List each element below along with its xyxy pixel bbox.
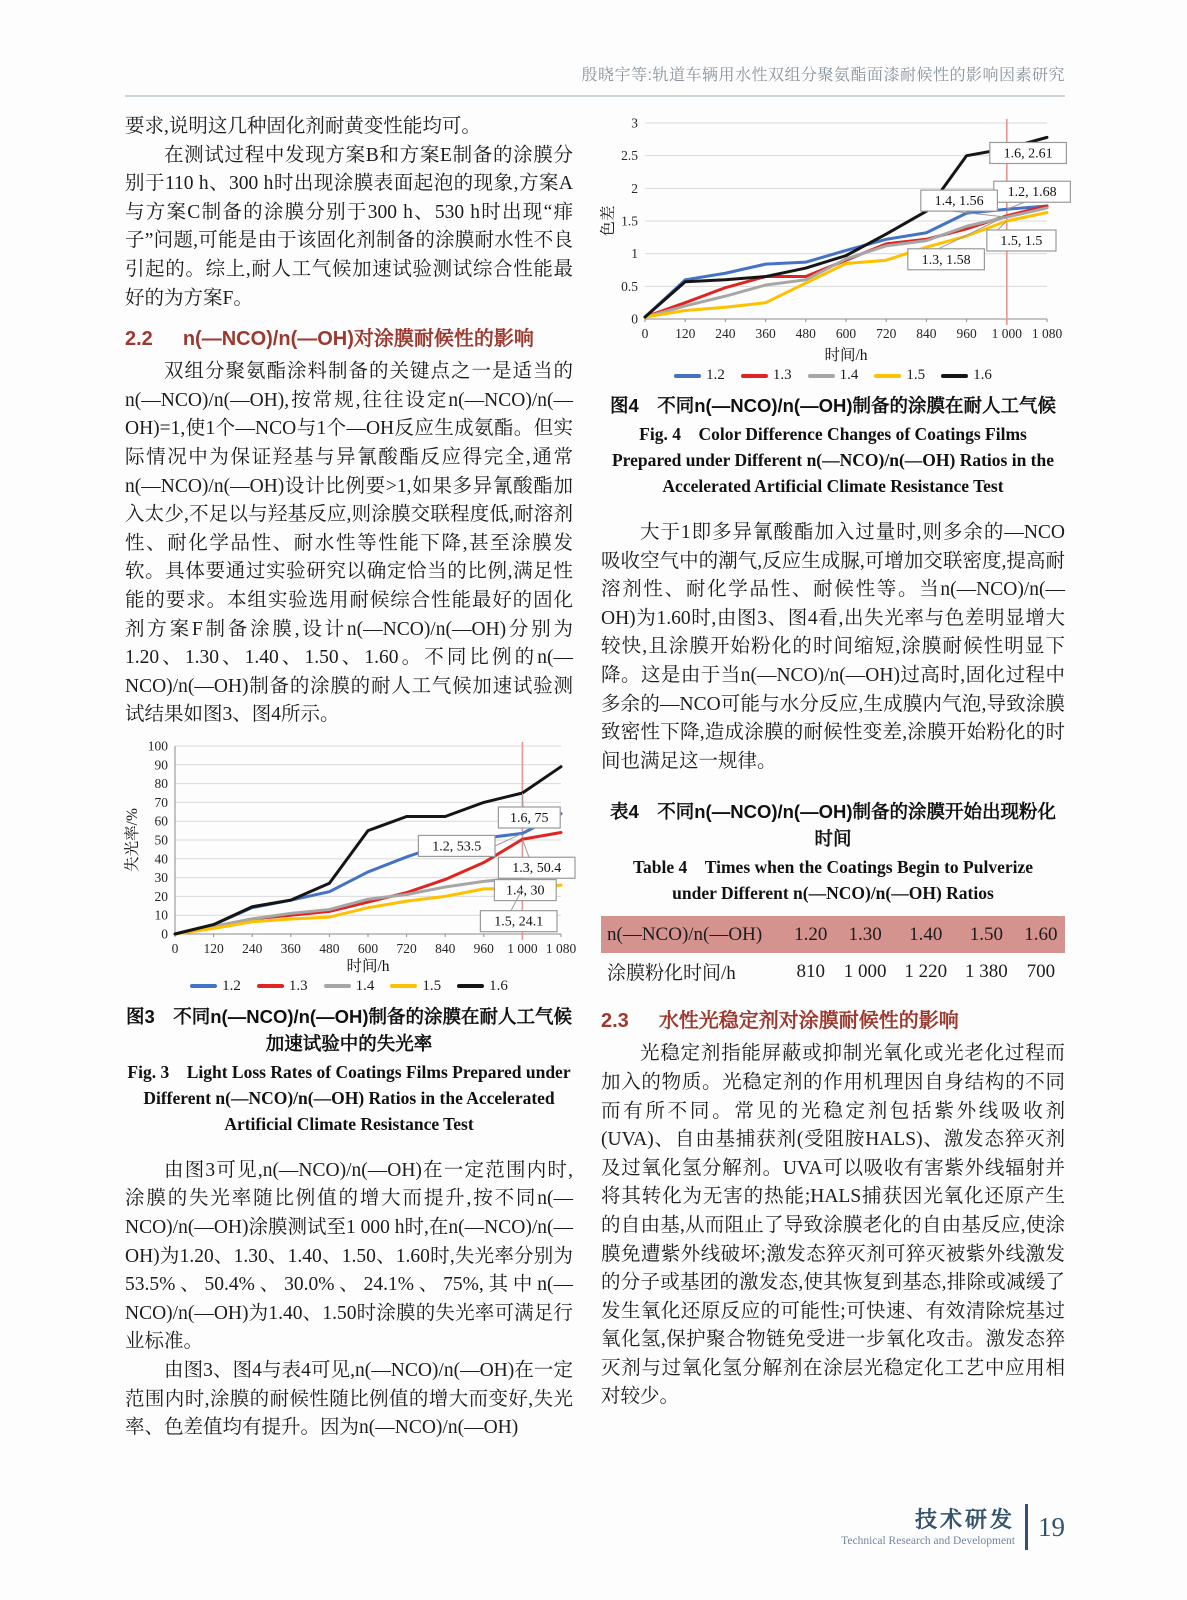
legend-label: 1.3 — [772, 367, 792, 383]
svg-text:0: 0 — [631, 311, 638, 327]
page-number: 19 — [1038, 1511, 1065, 1542]
legend-swatch — [390, 984, 417, 988]
legend-swatch — [324, 984, 351, 988]
legend-swatch — [190, 984, 217, 988]
page-header — [125, 62, 1065, 85]
svg-text:色差: 色差 — [600, 205, 617, 237]
caption-line: Fig. 3 Light Loss Rates of Coatings Films Prepared under — [127, 1061, 571, 1082]
pulverize-time-table — [601, 916, 1065, 990]
fig4-caption — [601, 392, 1065, 499]
fig4-legend — [601, 367, 1065, 384]
table-header-cell: 1.40 — [909, 923, 943, 945]
footer-section-cn: 技术研发 — [914, 1506, 1015, 1532]
table-header-cell: 1.60 — [1024, 923, 1058, 945]
legend-swatch — [874, 374, 901, 378]
table-header-cell: n(—NCO)/n(—OH) — [607, 923, 763, 945]
table4-caption-en — [601, 854, 1065, 906]
table-cell: 1 220 — [904, 960, 948, 982]
running-title: 殷晓宇等:轨道车辆用水性双组分聚氨酯面漆耐候性的影响因素研究 — [581, 67, 1065, 84]
svg-text:30: 30 — [154, 869, 168, 885]
table-header-cell: 1.20 — [794, 923, 828, 945]
footer-block — [841, 1504, 1065, 1550]
legend-label: 1.2 — [706, 367, 725, 383]
table-row — [601, 953, 1065, 990]
table-cell: 700 — [1026, 960, 1056, 982]
fig3-legend — [125, 978, 573, 995]
svg-text:120: 120 — [203, 940, 224, 956]
section-heading-2-2 — [125, 322, 573, 351]
svg-text:1: 1 — [631, 246, 638, 262]
right-column — [601, 113, 1065, 1443]
legend-item — [390, 978, 441, 995]
table-4 — [601, 798, 1065, 990]
legend-item — [741, 367, 792, 384]
caption-line: 时间 — [814, 828, 852, 850]
legend-swatch — [941, 374, 968, 378]
fig4-line-chart — [601, 113, 1065, 365]
table-header-cell: 1.30 — [848, 923, 882, 945]
table-cell: 810 — [796, 960, 825, 982]
caption-line: under Different n(—NCO)/n(—OH) Ratios — [672, 883, 994, 904]
fig3-caption — [125, 1003, 573, 1137]
legend-label: 1.5 — [422, 977, 442, 994]
svg-text:0: 0 — [641, 326, 649, 341]
svg-text:1.3, 1.58: 1.3, 1.58 — [921, 252, 971, 268]
section-title: 水性光稳定剂对涂膜耐候性的影响 — [658, 1010, 959, 1033]
legend-item — [457, 978, 508, 995]
svg-text:960: 960 — [473, 940, 494, 956]
caption-line: 加速试验中的失光率 — [265, 1032, 433, 1054]
caption-line: 图3 不同n(—NCO)/n(—OH)制备的涂膜在耐人工气候 — [125, 1005, 573, 1027]
paragraph: 在测试过程中发现方案B和方案E制备的涂膜分别于110 h、300 h时出现涂膜表面起泡的现象,方案A与方案C制备的涂膜分别于300 h、530 h时出现“痱子”问题,可能是由于该固化剂制备的涂膜耐水性不良引起的。综上,耐人工气候加速试验测试综合性能最好的为方案F。 — [125, 144, 573, 309]
svg-text:720: 720 — [876, 326, 897, 341]
caption-line: Accelerated Artificial Climate Resistance Test — [662, 476, 1004, 496]
svg-text:360: 360 — [755, 326, 776, 341]
paragraph: 要求,说明这几种固化剂耐黄变性能均可。 — [125, 116, 481, 137]
two-column-body — [125, 113, 1065, 1443]
svg-text:840: 840 — [435, 940, 456, 956]
legend-item — [324, 978, 375, 995]
svg-text:1 000: 1 000 — [507, 940, 538, 956]
legend-label: 1.4 — [839, 367, 859, 383]
section-number: 2.2 — [125, 328, 153, 351]
figure-4 — [601, 113, 1065, 499]
legend-label: 1.2 — [222, 977, 241, 994]
caption-line: Table 4 Times when the Coatings Begin to Pulverize — [632, 857, 1034, 878]
section-title: n(—NCO)/n(—OH)对涂膜耐候性的影响 — [182, 328, 534, 351]
table-cell: 1 380 — [964, 960, 1008, 982]
svg-text:时间/h: 时间/h — [824, 347, 868, 364]
fig3-line-chart — [125, 738, 577, 976]
svg-text:0: 0 — [161, 926, 168, 942]
svg-text:720: 720 — [396, 940, 417, 956]
legend-swatch — [674, 374, 701, 378]
svg-text:120: 120 — [675, 326, 696, 341]
svg-text:240: 240 — [242, 940, 263, 956]
table-cell: 涂膜粉化时间/h — [607, 963, 736, 985]
table-header-row — [601, 916, 1065, 953]
svg-text:1.5, 1.5: 1.5, 1.5 — [1000, 234, 1043, 249]
svg-text:40: 40 — [154, 851, 168, 867]
svg-text:600: 600 — [357, 940, 379, 956]
svg-text:840: 840 — [916, 326, 937, 341]
svg-text:480: 480 — [319, 940, 340, 956]
svg-text:1.4, 30: 1.4, 30 — [506, 883, 545, 899]
svg-text:失光率/%: 失光率/% — [124, 808, 141, 872]
caption-line: 图4 不同n(—NCO)/n(—OH)制备的涂膜在耐人工气候 — [609, 395, 1057, 416]
svg-text:20: 20 — [154, 888, 168, 904]
svg-text:1.2, 53.5: 1.2, 53.5 — [432, 839, 482, 855]
paragraph: 双组分聚氨酯涂料制备的关键点之一是适当的n(—NCO)/n(—OH),按常规,往往设定n(—NCO)/n(—OH)=1,使1个—NCO与1个—OH反应生成氨酯。但实际情况中为保证羟基与异氰酸酯反应得完全,通常n(—NCO)/n(—OH)设计比例要>1,如果多异氰酸酯加入太少,不足以与羟基反应,则涂膜交联程度低,耐溶剂性、耐化学品性、耐水性等性能下降,甚至涂膜发软。具体要通过实验研究以确定恰当的比例,满足性能的要求。本组实验选用耐候综合性能最好的固化剂方案F制备涂膜,设计n(—NCO)/n(—OH)分别为1.20、1.30、1.40、1.50、1.60。不同比例的n(—NCO)/n(—OH)制备的涂膜的耐人工气候加速试验测试结果如图3、图4所示。 — [125, 361, 573, 726]
table-cell: 1 000 — [843, 960, 887, 982]
header-rule — [125, 95, 1065, 97]
svg-text:240: 240 — [715, 326, 736, 341]
legend-label: 1.6 — [489, 977, 508, 994]
svg-text:0.5: 0.5 — [621, 278, 638, 294]
svg-text:480: 480 — [795, 326, 816, 341]
legend-label: 1.4 — [355, 977, 375, 994]
fig3-caption-cn — [125, 1003, 573, 1057]
svg-text:1.3, 50.4: 1.3, 50.4 — [512, 861, 562, 877]
page-footer — [841, 1504, 1065, 1550]
fig4-caption-en — [601, 421, 1065, 499]
spacer — [601, 505, 1065, 519]
svg-text:2: 2 — [631, 180, 638, 196]
caption-line: 表4 不同n(—NCO)/n(—OH)制备的涂膜开始出现粉化 — [609, 801, 1057, 823]
svg-text:2.5: 2.5 — [621, 148, 638, 164]
svg-text:70: 70 — [154, 794, 168, 810]
svg-text:600: 600 — [835, 326, 857, 341]
section-number: 2.3 — [601, 1010, 629, 1033]
caption-line: Different n(—NCO)/n(—OH) Ratios in the Accelerated — [143, 1087, 555, 1108]
legend-item — [808, 367, 859, 384]
legend-label: 1.5 — [906, 367, 926, 383]
legend-swatch — [808, 374, 835, 378]
svg-text:1 080: 1 080 — [1031, 326, 1063, 341]
legend-item — [190, 978, 241, 995]
footer-divider — [1025, 1504, 1028, 1550]
svg-text:1.2, 1.68: 1.2, 1.68 — [1007, 185, 1057, 201]
svg-text:50: 50 — [154, 832, 168, 848]
svg-text:1 080: 1 080 — [545, 940, 577, 956]
svg-text:1.6, 75: 1.6, 75 — [510, 810, 549, 826]
svg-text:1.5, 24.1: 1.5, 24.1 — [494, 914, 544, 930]
fig3-caption-en — [125, 1059, 573, 1137]
legend-item — [674, 367, 725, 384]
legend-swatch — [257, 984, 284, 988]
left-column — [124, 113, 577, 1443]
footer-section — [841, 1508, 1015, 1547]
legend-swatch — [741, 374, 768, 378]
legend-swatch — [457, 984, 484, 988]
spacer — [125, 1143, 573, 1157]
paragraph: 大于1即多异氰酸酯加入过量时,则多余的—NCO吸收空气中的潮气,反应生成脲,可增加交联密度,提高耐溶剂性、耐化学品性、耐候性等。当n(—NCO)/n(—OH)为1.60时,由图3、图4看,出失光率与色差明显增大较快,且涂膜开始粉化的时间缩短,涂膜耐候性明显下降。这是由于当n(—NCO)/n(—OH)过高时,固化过程中多余的—NCO可能与水分反应,生成膜内气泡,导致涂膜致密性下降,造成涂膜的耐候性变差,涂膜开始粉化的时间也满足这一规律。 — [601, 522, 1065, 772]
fig4-caption-cn — [601, 392, 1065, 419]
svg-text:100: 100 — [147, 738, 168, 754]
svg-text:0: 0 — [171, 940, 179, 956]
svg-text:1 000: 1 000 — [991, 326, 1022, 341]
svg-text:80: 80 — [154, 775, 168, 791]
svg-text:1.6, 2.61: 1.6, 2.61 — [1003, 146, 1053, 162]
paragraph: 由图3、图4与表4可见,n(—NCO)/n(—OH)在一定范围内时,涂膜的耐候性随比例值的增大而变好,失光率、色差值均有提升。因为n(—NCO)/n(—OH) — [125, 1360, 573, 1439]
svg-text:1.4, 1.56: 1.4, 1.56 — [934, 194, 984, 210]
legend-item — [941, 367, 992, 384]
section-heading-2-3 — [601, 1004, 1065, 1033]
svg-text:360: 360 — [280, 940, 301, 956]
caption-line: Prepared under Different n(—NCO)/n(—OH) Ratios in the — [611, 450, 1055, 470]
legend-label: 1.3 — [288, 977, 308, 994]
page-content — [0, 62, 1187, 1443]
figure-3 — [124, 738, 577, 1137]
paragraph: 光稳定剂指能屏蔽或抑制光氧化或光老化过程而加入的物质。光稳定剂的作用机理因自身结构的不同而有所不同。常见的光稳定剂包括紫外线吸收剂(UVA)、自由基捕获剂(受阻胺HALS)、激发态猝灭剂及过氧化氢分解剂。UVA可以吸收有害紫外线辐射并将其转化为无害的热能;HALS捕获因光氧化还原产生的自由基,从而阻止了导致涂膜老化的自由基反应,使涂膜免遭紫外线破坏;激发态猝灭剂可猝灭被紫外线激发的分子或基团的激发态,使其恢复到基态,排除或减缓了发生氧化还原反应的可能性;可快速、有效清除烷基过氧化氢,保护聚合物链免受进一步氧化攻击。激发态猝灭剂与过氧化氢分解剂在涂层光稳定化工艺中应用相对较少。 — [601, 1043, 1065, 1408]
legend-item — [257, 978, 308, 995]
legend-item — [874, 367, 925, 384]
svg-text:960: 960 — [956, 326, 977, 341]
legend-label: 1.6 — [973, 367, 992, 383]
table-header-cell: 1.50 — [969, 923, 1003, 945]
svg-text:60: 60 — [154, 813, 168, 829]
svg-text:3: 3 — [631, 115, 638, 131]
svg-text:90: 90 — [154, 757, 168, 773]
caption-line: Fig. 4 Color Difference Changes of Coatings Films — [639, 424, 1027, 444]
table4-caption-cn — [601, 798, 1065, 852]
svg-text:时间/h: 时间/h — [346, 957, 390, 975]
footer-section-en: Technical Research and Development — [841, 1534, 1015, 1547]
paragraph: 由图3可见,n(—NCO)/n(—OH)在一定范围内时,涂膜的失光率随比例值的增大而提升,按不同n(—NCO)/n(—OH)涂膜测试至1 000 h时,在n(—NCO)/n(—OH)为1.20、1.30、1.40、1.50、1.60时,失光率分别为53.5%、50.4%、30.0%、24.1%、75%,其中n(—NCO)/n(—OH)为1.40、1.50时涂膜的失光率可满足行业标准。 — [125, 1159, 573, 1353]
caption-line: Artificial Climate Resistance Test — [224, 1113, 474, 1134]
svg-text:1.5: 1.5 — [621, 213, 638, 229]
svg-text:10: 10 — [154, 907, 168, 923]
